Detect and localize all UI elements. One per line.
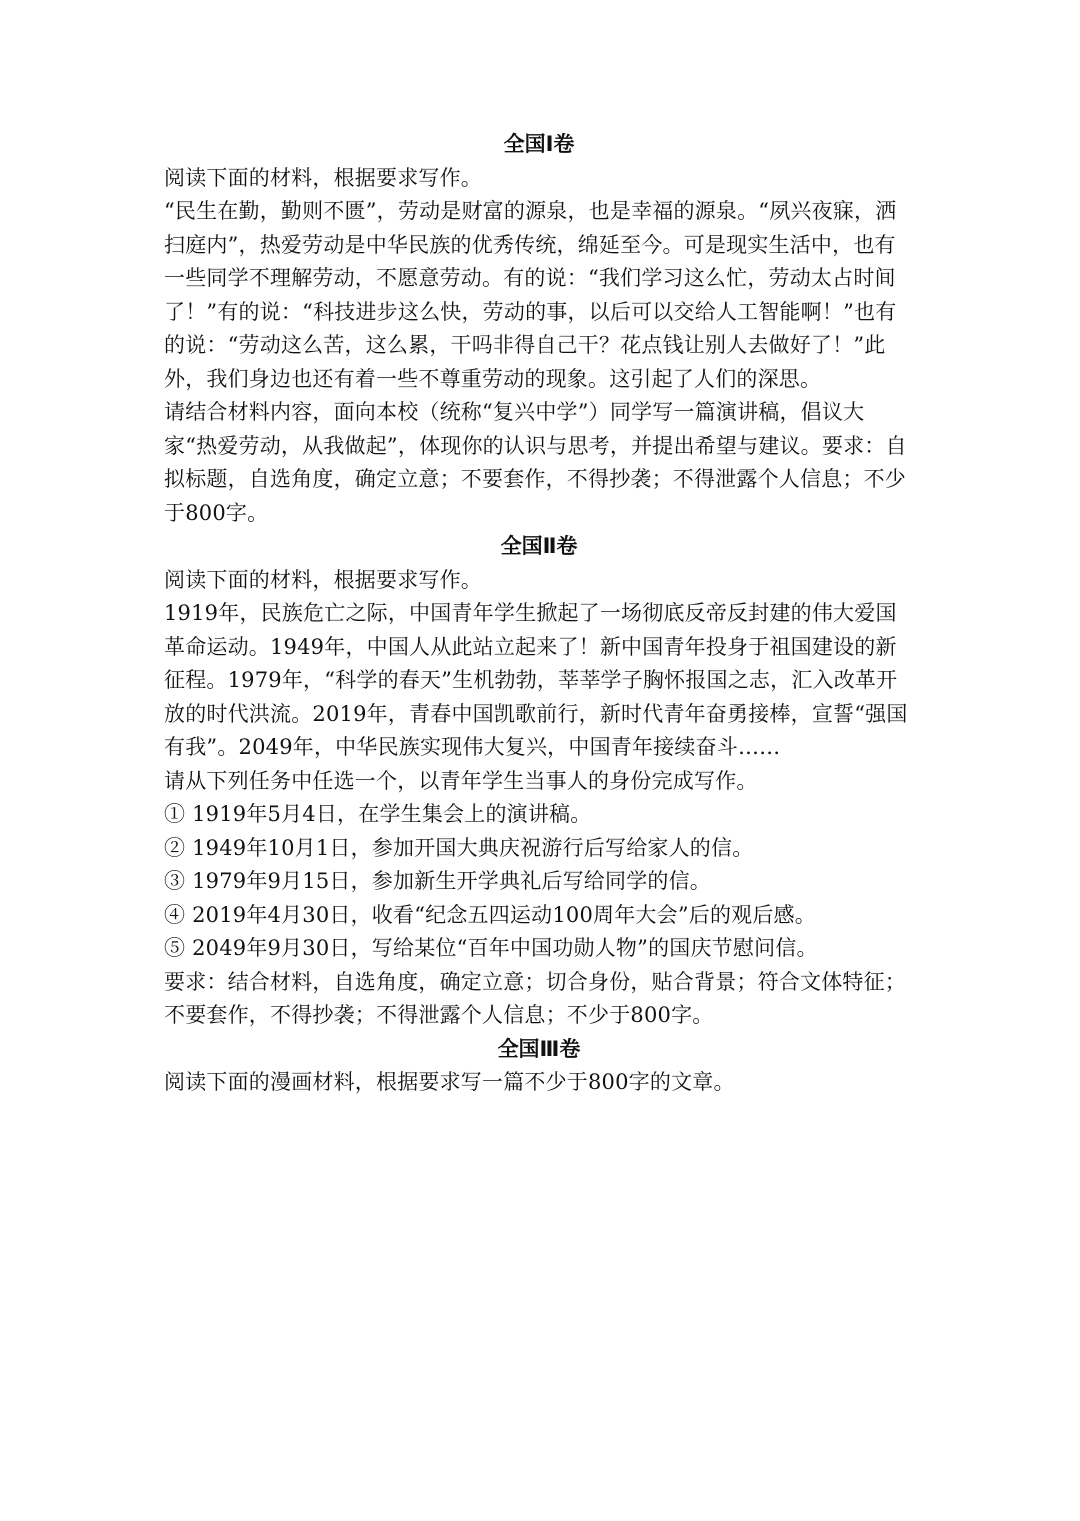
section-title-3: 全国Ⅲ卷 bbox=[497, 1036, 581, 1061]
task-item-4: ④ 2019年4月30日，收看“纪念五四运动100周年大会”后的观后感。 bbox=[164, 902, 816, 927]
instruction-paragraph-1: 阅读下面的材料，根据要求写作。 bbox=[164, 165, 482, 190]
task-item-3: ③ 1979年9月15日，参加新生开学典礼后写给同学的信。 bbox=[164, 869, 711, 893]
instruction-paragraph-3: 阅读下面的漫画材料，根据要求写一篇不少于800字的文章。 bbox=[164, 1070, 735, 1094]
task-paragraph-1: 请结合材料内容，面向本校（统称“复兴中学”）同学写一篇演讲稿，倡议大家“热爱劳动，从我做起”，体现你的认识与思考，并提出希望与建议。要求：自拟标题，自选角度，确定立意；不要套作，不得抄袭；不得泄露个人信息；不少于800字。 bbox=[164, 400, 907, 525]
section-title-2: 全国Ⅱ卷 bbox=[500, 534, 578, 558]
instruction-paragraph-2: 阅读下面的材料，根据要求写作。 bbox=[164, 567, 482, 592]
section-title-1: 全国Ⅰ卷 bbox=[503, 132, 575, 156]
task-item-5: ⑤ 2049年9月30日，写给某位“百年中国功勋人物”的国庆节慰问信。 bbox=[164, 936, 818, 960]
task-list bbox=[164, 798, 914, 966]
task-item-1: ① 1919年5月4日，在学生集会上的演讲稿。 bbox=[164, 802, 592, 826]
material-paragraph-2: 1919年，民族危亡之际，中国青年学生掀起了一场彻底反帝反封建的伟大爱国革命运动。1949年，中国人从此站立起来了！新中国青年投身于祖国建设的新征程。1979年，“科学的春天”生机勃勃，莘莘学子胸怀报国之志，汇入改革开放的时代洪流。2019年，青春中国凯歌前行，新时代青年奋勇接棒，宣誓“强国有我”。2049年，中华民族实现伟大复兴，中国青年接续奋斗…… bbox=[164, 601, 908, 759]
task-paragraph-2: 请从下列任务中任选一个，以青年学生当事人的身份完成写作。 bbox=[164, 768, 758, 793]
requirement-paragraph-2: 要求：结合材料，自选角度，确定立意；切合身份，贴合背景；符合文体特征；不要套作，不得抄袭；不得泄露个人信息；不少于800字。 bbox=[164, 969, 906, 1027]
document-content bbox=[164, 128, 914, 1100]
material-paragraph-1: “民生在勤，勤则不匮”，劳动是财富的源泉，也是幸福的源泉。“夙兴夜寐，洒扫庭内”，热爱劳动是中华民族的优秀传统，绵延至今。可是现实生活中，也有一些同学不理解劳动，不愿意劳动。有的说：“我们学习这么忙，劳动太占时间了！”有的说：“科技进步这么快，劳动的事，以后可以交给人工智能啊！”也有的说：“劳动这么苦，这么累，干吗非得自己干？花点钱让别人去做好了！”此外，我们身边也还有着一些不尊重劳动的现象。这引起了人们的深思。 bbox=[164, 199, 897, 391]
task-item-2: ② 1949年10月1日，参加开国大典庆祝游行后写给家人的信。 bbox=[164, 835, 754, 860]
